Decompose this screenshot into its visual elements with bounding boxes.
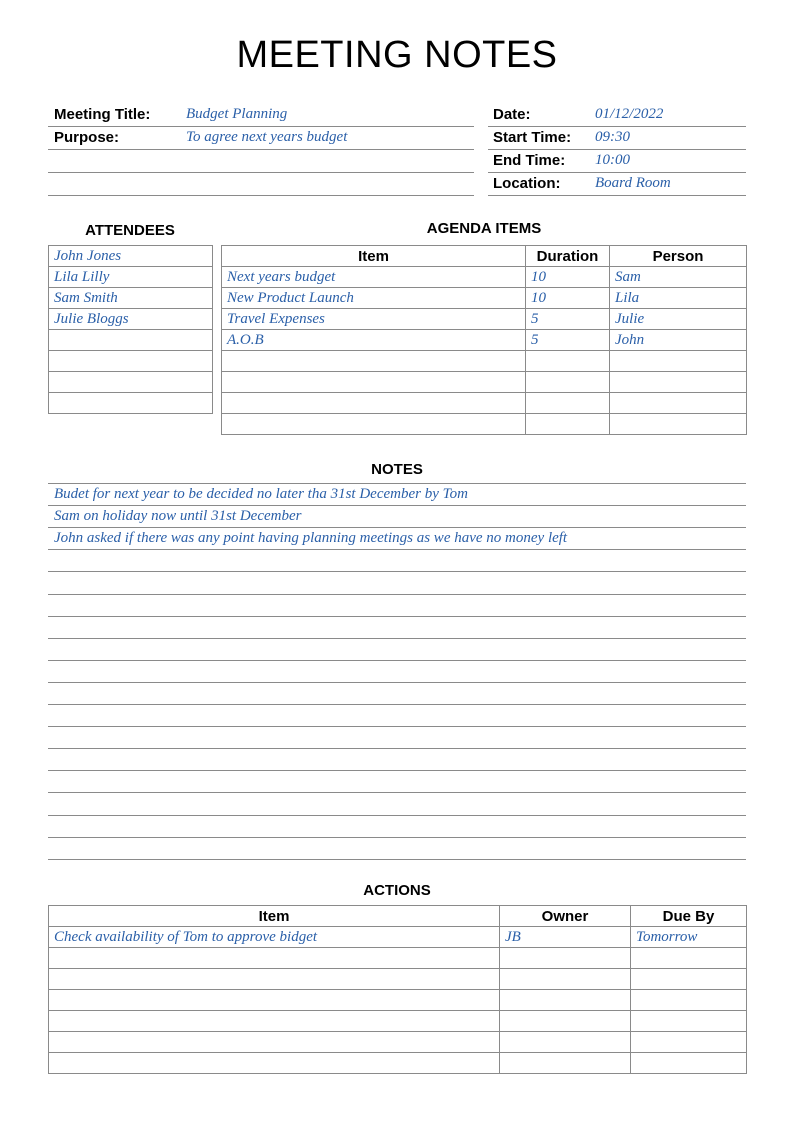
attendee-name[interactable]: Julie Bloggs xyxy=(49,309,213,330)
agenda-item-cell[interactable] xyxy=(222,372,526,393)
notes-heading: NOTES xyxy=(371,461,423,478)
action-row xyxy=(49,948,747,969)
note-rule xyxy=(48,616,746,617)
agenda-table xyxy=(221,245,747,435)
start-time-value[interactable]: 09:30 xyxy=(595,129,630,145)
divider xyxy=(488,149,746,150)
agenda-person-cell[interactable]: Lila xyxy=(610,288,747,309)
agenda-row xyxy=(222,372,747,393)
action-row xyxy=(49,969,747,990)
divider xyxy=(48,149,474,150)
attendee-name[interactable] xyxy=(49,351,213,372)
agenda-duration-cell[interactable]: 5 xyxy=(526,330,610,351)
action-item-cell[interactable] xyxy=(49,948,500,969)
agenda-person-cell[interactable] xyxy=(610,393,747,414)
agenda-item-cell[interactable]: Next years budget xyxy=(222,267,526,288)
action-owner-cell[interactable] xyxy=(500,948,631,969)
divider xyxy=(48,195,474,196)
agenda-col-item: Item xyxy=(222,246,526,267)
action-item-cell[interactable] xyxy=(49,1053,500,1074)
action-item-cell[interactable] xyxy=(49,1011,500,1032)
action-due-cell[interactable] xyxy=(631,1053,747,1074)
agenda-person-cell[interactable] xyxy=(610,372,747,393)
note-line[interactable]: Sam on holiday now until 31st December xyxy=(54,508,302,524)
action-due-cell[interactable] xyxy=(631,948,747,969)
agenda-heading: AGENDA ITEMS xyxy=(426,220,542,237)
agenda-duration-cell[interactable]: 5 xyxy=(526,309,610,330)
agenda-row xyxy=(222,351,747,372)
agenda-row xyxy=(222,309,747,330)
location-value[interactable]: Board Room xyxy=(595,175,671,191)
agenda-item-cell[interactable] xyxy=(222,351,526,372)
agenda-duration-cell[interactable] xyxy=(526,372,610,393)
agenda-person-cell[interactable]: Sam xyxy=(610,267,747,288)
attendee-row xyxy=(49,330,213,351)
attendees-table xyxy=(48,245,213,414)
agenda-person-cell[interactable]: Julie xyxy=(610,309,747,330)
actions-heading: ACTIONS xyxy=(363,882,431,899)
note-rule xyxy=(48,859,746,860)
agenda-row xyxy=(222,393,747,414)
purpose-label: Purpose: xyxy=(54,129,120,146)
action-owner-cell[interactable] xyxy=(500,1032,631,1053)
divider xyxy=(48,172,474,173)
attendee-name[interactable] xyxy=(49,393,213,414)
attendee-row xyxy=(49,309,213,330)
action-row xyxy=(49,927,747,948)
location-label: Location: xyxy=(493,175,561,192)
action-row xyxy=(49,1011,747,1032)
attendee-row xyxy=(49,288,213,309)
action-item-cell[interactable] xyxy=(49,1032,500,1053)
note-rule xyxy=(48,770,746,771)
note-rule xyxy=(48,815,746,816)
agenda-duration-cell[interactable]: 10 xyxy=(526,267,610,288)
date-value[interactable]: 01/12/2022 xyxy=(595,106,664,122)
note-rule xyxy=(48,505,746,506)
action-due-cell[interactable] xyxy=(631,1011,747,1032)
note-rule xyxy=(48,792,746,793)
attendee-name[interactable]: John Jones xyxy=(49,246,213,267)
action-due-cell[interactable] xyxy=(631,990,747,1011)
actions-col-due: Due By xyxy=(631,906,747,927)
meeting-title-label: Meeting Title: xyxy=(54,106,151,123)
action-owner-cell[interactable] xyxy=(500,990,631,1011)
agenda-col-duration: Duration xyxy=(526,246,610,267)
note-rule xyxy=(48,527,746,528)
note-rule xyxy=(48,660,746,661)
attendee-name[interactable]: Sam Smith xyxy=(49,288,213,309)
attendee-row xyxy=(49,246,213,267)
note-rule xyxy=(48,748,746,749)
agenda-person-cell[interactable] xyxy=(610,351,747,372)
action-owner-cell[interactable]: JB xyxy=(500,927,631,948)
attendee-name[interactable] xyxy=(49,330,213,351)
agenda-duration-cell[interactable] xyxy=(526,393,610,414)
agenda-item-cell[interactable]: A.O.B xyxy=(222,330,526,351)
end-time-label: End Time: xyxy=(493,152,566,169)
note-rule xyxy=(48,638,746,639)
agenda-col-person: Person xyxy=(610,246,747,267)
attendee-name[interactable]: Lila Lilly xyxy=(49,267,213,288)
action-item-cell[interactable] xyxy=(49,969,500,990)
note-line[interactable]: Budet for next year to be decided no later tha 31st December by Tom xyxy=(54,486,468,502)
purpose-value[interactable]: To agree next years budget xyxy=(186,129,348,145)
agenda-item-cell[interactable]: Travel Expenses xyxy=(222,309,526,330)
date-label: Date: xyxy=(493,106,531,123)
note-rule xyxy=(48,571,746,572)
note-rule xyxy=(48,594,746,595)
action-item-cell[interactable] xyxy=(49,990,500,1011)
agenda-row xyxy=(222,330,747,351)
note-rule xyxy=(48,549,746,550)
agenda-item-cell[interactable]: New Product Launch xyxy=(222,288,526,309)
note-rule xyxy=(48,726,746,727)
action-owner-cell[interactable] xyxy=(500,1011,631,1032)
agenda-person-cell[interactable]: John xyxy=(610,330,747,351)
agenda-item-cell[interactable] xyxy=(222,414,526,435)
attendee-row xyxy=(49,372,213,393)
actions-col-owner: Owner xyxy=(500,906,631,927)
agenda-item-cell[interactable] xyxy=(222,393,526,414)
divider xyxy=(488,195,746,196)
action-item-cell[interactable]: Check availability of Tom to approve bidget xyxy=(49,927,500,948)
action-owner-cell[interactable] xyxy=(500,1053,631,1074)
agenda-row xyxy=(222,288,747,309)
page-title: MEETING NOTES xyxy=(236,34,558,76)
agenda-duration-cell[interactable]: 10 xyxy=(526,288,610,309)
agenda-row xyxy=(222,414,747,435)
agenda-duration-cell[interactable] xyxy=(526,351,610,372)
note-rule xyxy=(48,483,746,484)
end-time-value[interactable]: 10:00 xyxy=(595,152,630,168)
action-row xyxy=(49,1032,747,1053)
divider xyxy=(488,172,746,173)
note-rule xyxy=(48,704,746,705)
action-due-cell[interactable]: Tomorrow xyxy=(631,927,747,948)
note-rule xyxy=(48,837,746,838)
actions-col-item: Item xyxy=(49,906,500,927)
attendee-name[interactable] xyxy=(49,372,213,393)
divider xyxy=(48,126,474,127)
attendee-row xyxy=(49,351,213,372)
agenda-person-cell[interactable] xyxy=(610,414,747,435)
meeting-title-value[interactable]: Budget Planning xyxy=(186,106,288,122)
note-line[interactable]: John asked if there was any point having planning meetings as we have no money left xyxy=(54,530,568,546)
note-rule xyxy=(48,682,746,683)
agenda-duration-cell[interactable] xyxy=(526,414,610,435)
action-row xyxy=(49,1053,747,1074)
action-row xyxy=(49,990,747,1011)
action-owner-cell[interactable] xyxy=(500,969,631,990)
actions-table xyxy=(48,905,747,1074)
agenda-row xyxy=(222,267,747,288)
attendees-heading: ATTENDEES xyxy=(85,222,175,239)
divider xyxy=(488,126,746,127)
start-time-label: Start Time: xyxy=(493,129,572,146)
action-due-cell[interactable] xyxy=(631,1032,747,1053)
attendee-row xyxy=(49,267,213,288)
attendee-row xyxy=(49,393,213,414)
action-due-cell[interactable] xyxy=(631,969,747,990)
